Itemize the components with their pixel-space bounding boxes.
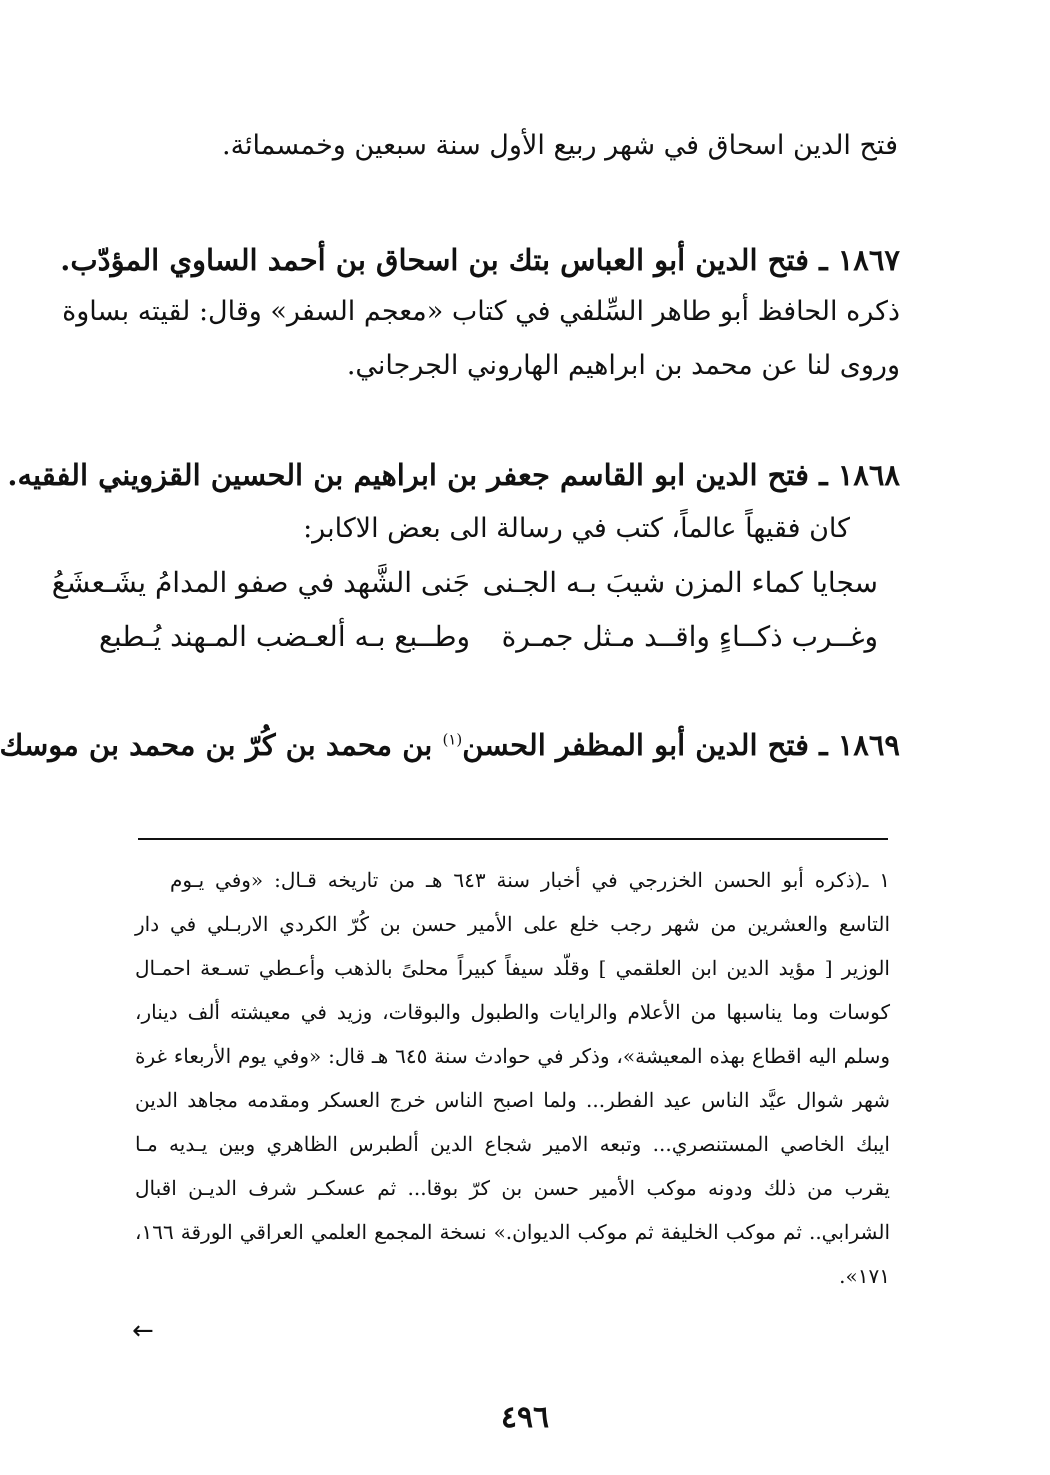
footnote-line-10: ١٧١».: [839, 1264, 890, 1288]
footnote-line-7: ايبك الخاصي المستنصري... وتبعه الامير شجاع الدين ألطبرس الظاهري وبين يـديه مـا: [135, 1132, 890, 1156]
entry-1867-heading: ١٨٦٧ ـ فتح الدين أبو العباس بتك بن اسحاق بن أحمد الساوي المؤدّب.: [60, 243, 900, 277]
entry-1869-heading: [0, 728, 900, 762]
footnote-line-4: كوسات وما يناسبها من الأعلام والرايات والطبول والبوقات، وزيد في معيشته ألف دينار،: [135, 1000, 890, 1024]
footnote-line-9: الشرابي.. ثم موكب الخليفة ثم موكب الديوان.» نسخة المجمع العلمي العراقي الورقة ١٦٦،: [135, 1220, 890, 1244]
verse-1-second-hemistich: جَنى الشَّهد في صفو المدامُ يشَـعشَعُ: [51, 566, 470, 599]
footnote-line-8: يقرب من ذلك ودونه موكب الأمير حسن بن كرّ بوقا... ثم عسكـر شرف الديـن اقبال: [135, 1176, 890, 1200]
footnote-line-5: وسلم اليه اقطاع بهذه المعيشة»، وذكر في حوادث سنة ٦٤٥ هـ قال: «وفي يوم الأربعاء غرة: [135, 1044, 891, 1068]
entry-1867-line-1: ذكره الحافظ أبو طاهر السِّلفي في كتاب «معجم السفر» وقال: لقيته بساوة: [62, 296, 900, 327]
verse-2-second-hemistich: وطــبع بـه ألعـضب المـهند يُـطبع: [98, 620, 470, 653]
footnote-divider: [138, 838, 888, 840]
entry-1868-intro: كان فقيهاً عالماً، كتب في رسالة الى بعض الاكابر:: [303, 513, 850, 544]
verse-1-first-hemistich: سجايا كماء المزن شيبَ بـه الجـنى: [482, 566, 878, 599]
footnote-line-6: شهر شوال عيَّد الناس عيد الفطر... ولما اصبح الناس خرج العسكر ومقدمه مجاهد الدين: [135, 1088, 890, 1112]
entry-1869-heading-end: بن محمد بن كُرّ بن محمد بن موسك: [0, 728, 443, 762]
entry-1868-heading: ١٨٦٨ ـ فتح الدين ابو القاسم جعفر بن ابراهيم بن الحسين القزويني الفقيه.: [7, 458, 900, 492]
footnote-marker: (١): [442, 730, 463, 749]
page-number: ٤٩٦: [500, 1400, 550, 1435]
continuation-arrow-icon: ←: [132, 1316, 154, 1346]
footnote-line-1: ١ ـ(ذكره أبو الحسن الخزرجي في أخبار سنة ٦٤٣ هـ من تاريخه قـال: «وفي يـوم: [170, 868, 890, 892]
footnote-line-2: التاسع والعشرين من شهر رجب خلع على الأمير حسن بن كُرّ الكردي الاربـلي في دار: [135, 912, 890, 936]
footnote-line-3: الوزير [ مؤيد الدين ابن العلقمي ] وقلّد سيفاً كبيراً محلىً بالذهب وأعـطي تسـعة احمـال: [135, 956, 890, 980]
verse-line-2: [0, 620, 1050, 660]
verse-2-first-hemistich: وغــرب ذكــاءٍ واقــد مـثل جمـرة: [501, 620, 878, 653]
continuation-line: فتح الدين اسحاق في شهر ربيع الأول سنة سبعين وخمسمائة.: [221, 130, 898, 161]
entry-1869-heading-start: ١٨٦٩ ـ فتح الدين أبو المظفر الحسن: [462, 728, 900, 762]
verse-line-1: [0, 566, 1050, 606]
entry-1867-line-2: وروى لنا عن محمد بن ابراهيم الهاروني الجرجاني.: [346, 350, 900, 381]
